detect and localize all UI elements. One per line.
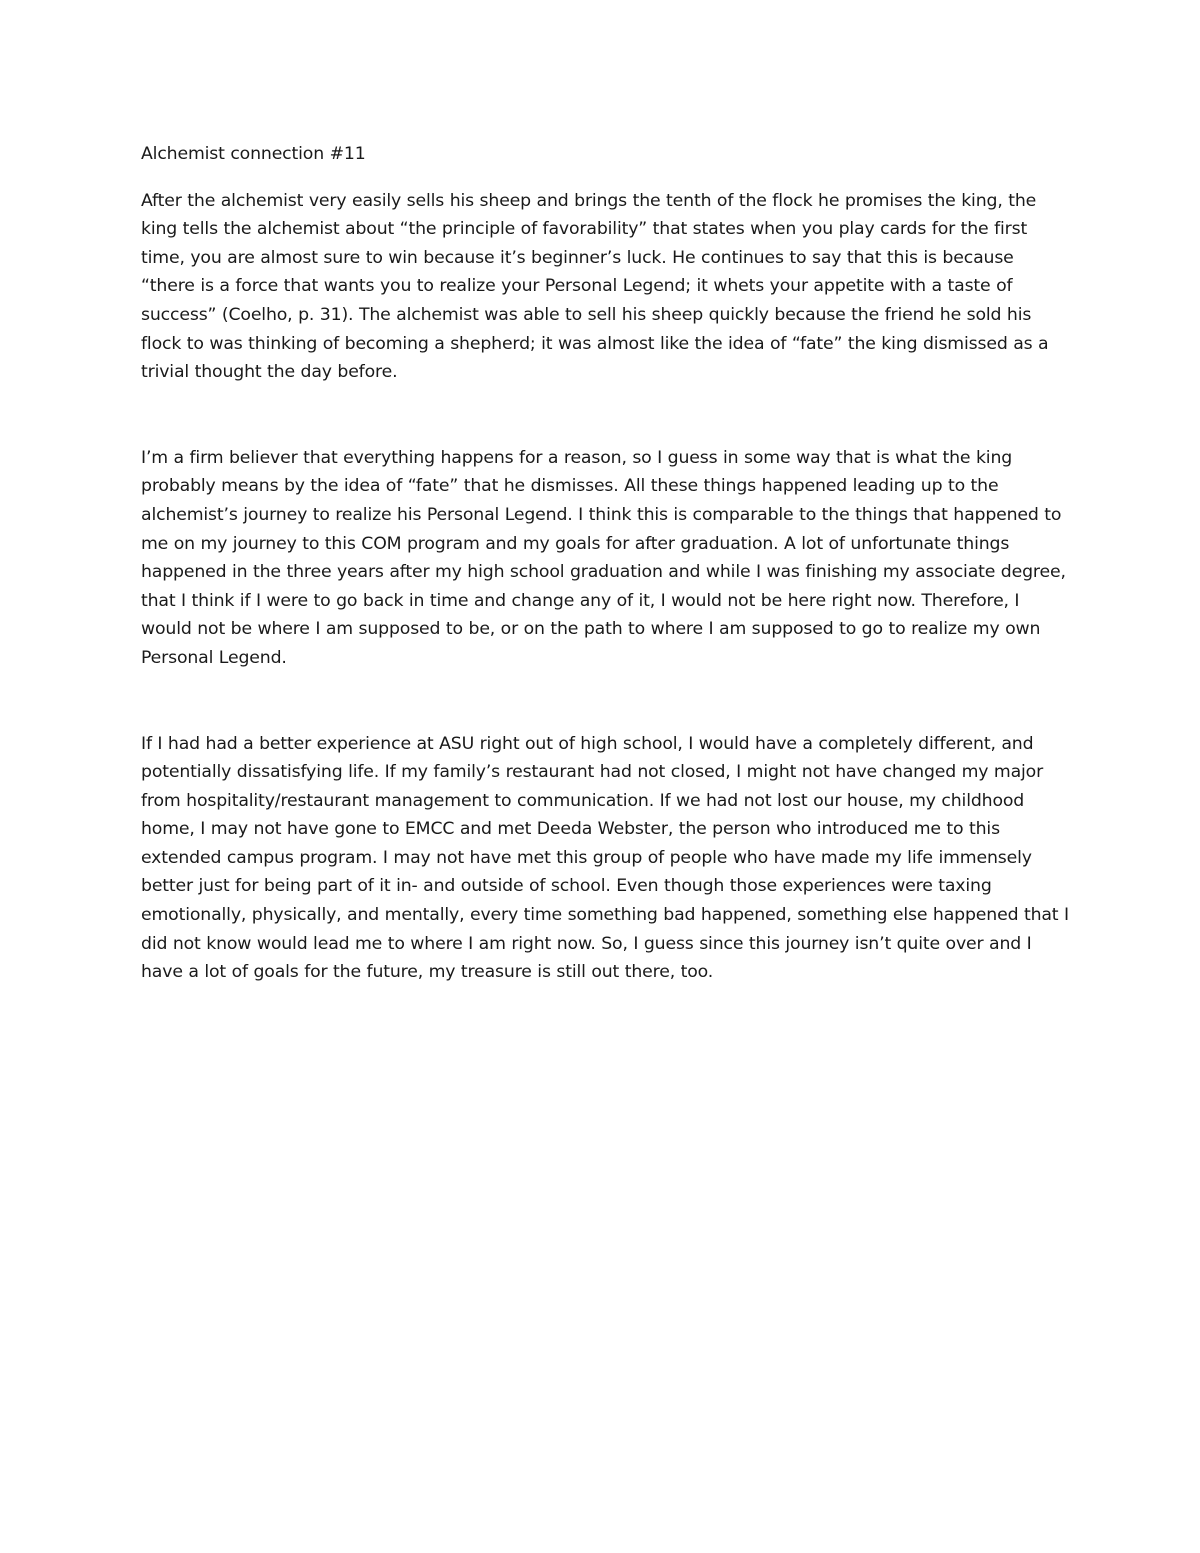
paragraph-3: If I had had a better experience at ASU right out of high school, I would have a completely different, and potentially dissatisfying life. If my family’s restaurant had not closed, I might not have changed my major from hospitality/restaurant management to communication. If we had not lost our house, my childhood home, I may not have gone to EMCC and met Deeda Webster, the person who introduced me to this extended campus program. I may not have met this group of people who have made my life immensely better just for being part of it in- and outside of school. Even though those experiences were taxing emotionally, physically, and mentally, every time something bad happened, something else happened that I did not know would lead me to where I am right now. So, I guess since this journey isn’t quite over and I have a lot of goals for the future, my treasure is still out there, too. [141, 733, 1069, 983]
paragraph-2: I’m a firm believer that everything happens for a reason, so I guess in some way that is what the king probably means by the idea of “fate” that he dismisses. All these things happened leading up to the alchemist’s journey to realize his Personal Legend. I think this is comparable to the things that happened to me on my journey to this COM program and my goals for after graduation. A lot of unfortunate things happened in the three years after my high school graduation and while I was finishing my associate degree, that I think if I were to go back in time and change any of it, I would not be here right now. Therefore, I would not be where I am supposed to be, or on the path to where I am supposed to go to realize my own Personal Legend. [141, 447, 1066, 668]
document-body [141, 140, 1071, 987]
document-title: Alchemist connection #11 [141, 144, 366, 164]
paragraph-1: After the alchemist very easily sells his sheep and brings the tenth of the flock he promises the king, the king tells the alchemist about “the principle of favorability” that states when you play cards for the first time, you are almost sure to win because it’s beginner’s luck. He continues to say that this is because “there is a force that wants you to realize your Personal Legend; it whets your appetite with a taste of success” (Coelho, p. 31). The alchemist was able to sell his sheep quickly because the friend he sold his flock to was thinking of becoming a shepherd; it was almost like the idea of “fate” the king dismissed as a trivial thought the day before. [141, 190, 1049, 383]
